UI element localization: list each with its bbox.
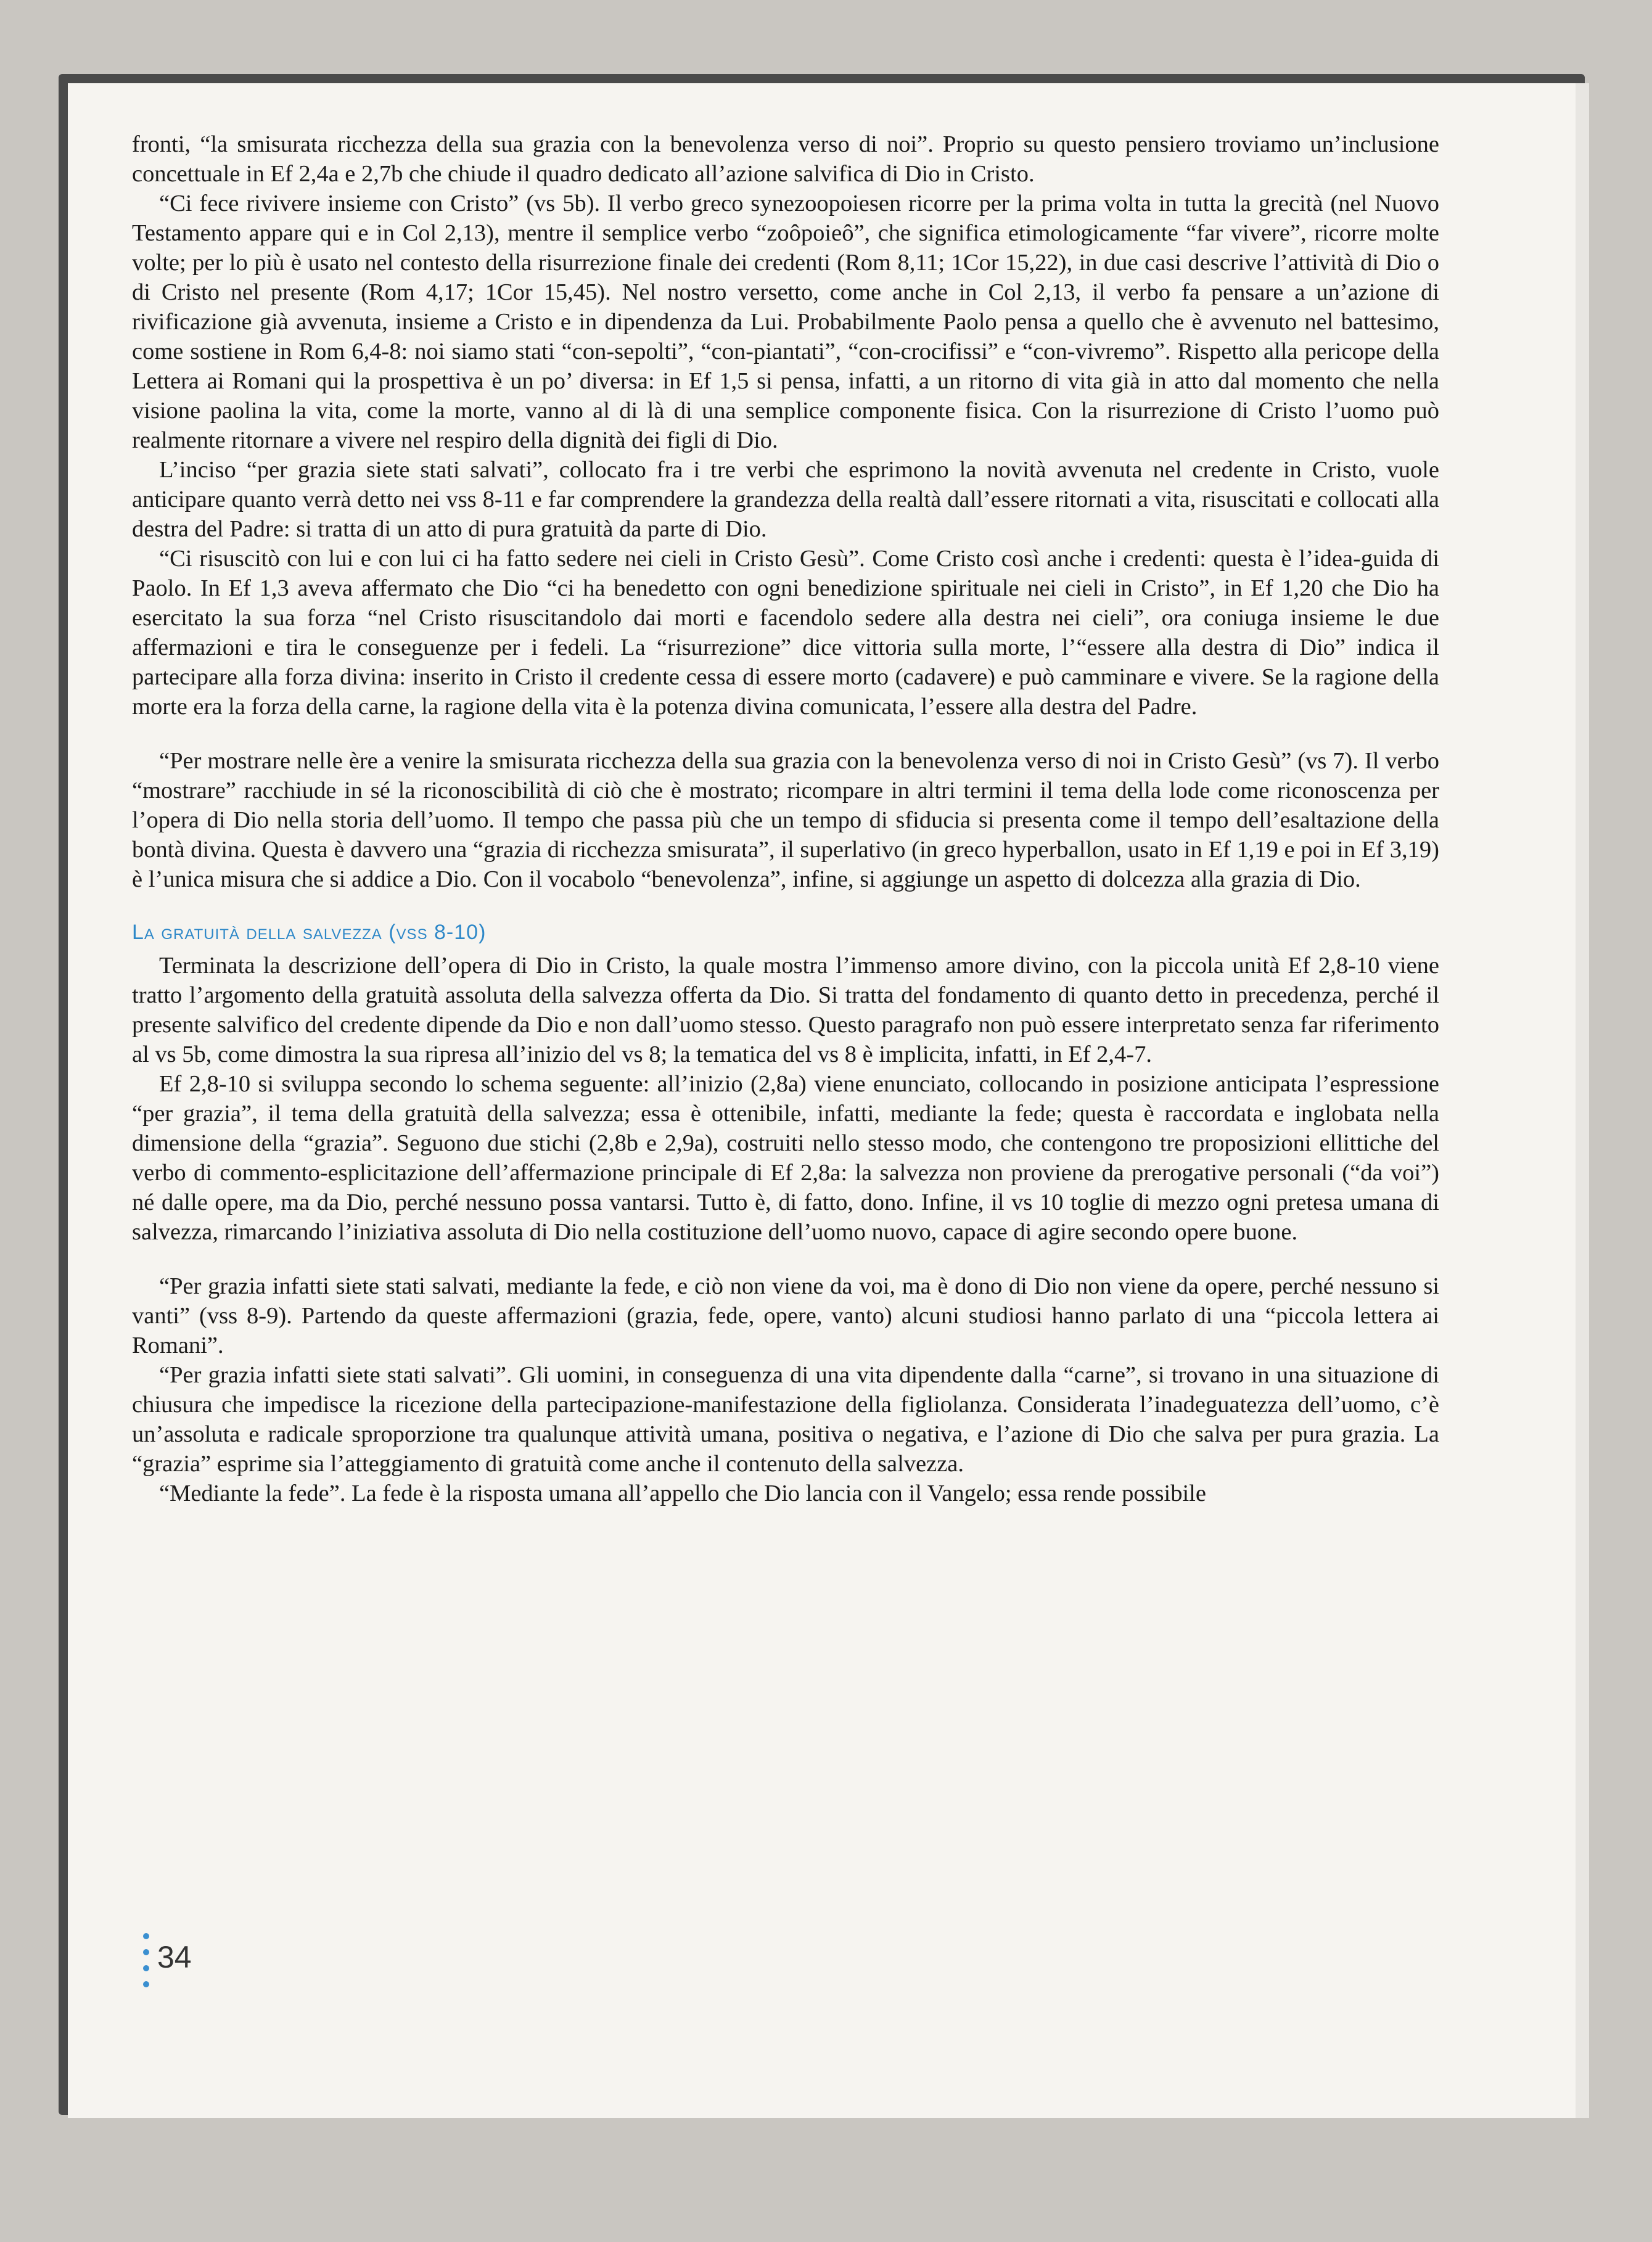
- paragraph: “Ci fece rivivere insieme con Cristo” (vs 5b). Il verbo greco synezoopoiesen ricorre per la prima volta in tutta la grecità (nel Nuovo Testamento appare qui e in Col 2,13), mentre il semplice verbo “zoôpoieô”, che significa etimologicamente “far vivere”, ricorre molte volte; per lo più è usato nel contesto della risurrezione finale dei credenti (Rom 8,11; 1Cor 15,22), in due casi descrive l’attività di Dio o di Cristo nel presente (Rom 4,17; 1Cor 15,45). Nel nostro versetto, come anche in Col 2,13, il verbo fa pensare a un’azione di rivificazione già avvenuta, insieme a Cristo e in dipendenza da Lui. Probabilmente Paolo pensa a quello che è avvenuto nel battesimo, come sostiene in Rom 6,4-8: noi siamo stati “con-sepolti”, “con-piantati”, “con-crocifissi” e “con-vivremo”. Rispetto alla pericope della Lettera ai Romani qui la prospettiva è un po’ diversa: in Ef 1,5 si pensa, infatti, a un ritorno di vita già in atto dal momento che nella visione paolina la vita, come la morte, vanno al di là di una semplice componente fisica. Con la risurrezione di Cristo l’uomo può realmente ritornare a vivere nel respiro della dignità dei figli di Dio.: [132, 191, 1439, 453]
- paragraph: “Per mostrare nelle ère a venire la smisurata ricchezza della sua grazia con la benevolenza verso di noi in Cristo Gesù” (vs 7). Il verbo “mostrare” racchiude in sé la riconoscibilità di ciò che è mostrato; ricompare in altri termini il tema della lode come riconoscenza per l’opera di Dio nella storia dell’uomo. Il tempo che passa più che un tempo di sfiducia si presenta come il tempo dell’esaltazione della bontà divina. Questa è davvero una “grazia di ricchezza smisurata”, il superlativo (in greco hyperballon, usato in Ef 1,19 e poi in Ef 3,19) è l’unica misura che si addice a Dio. Con il vocabolo “benevolenza”, infine, si aggiunge un aspetto di dolcezza alla grazia di Dio.: [132, 748, 1439, 892]
- paragraph: L’inciso “per grazia siete stati salvati”, collocato fra i tre verbi che esprimono la novità avvenuta nel credente in Cristo, vuole anticipare quanto verrà detto nei vss 8-11 e far comprendere la grandezza della realtà dall’essere ritornati a vita, risuscitati e collocati alla destra del Padre: si tratta di un atto di pura gratuità da parte di Dio.: [132, 457, 1439, 542]
- paragraph: “Per grazia infatti siete stati salvati”. Gli uomini, in conseguenza di una vita dipendente dalla “carne”, si trovano in una situazione di chiusura che impedisce la ricezione della partecipazione-manifestazione della figliolanza. Considerata l’inadeguatezza dell’uomo, c’è un’assoluta e radicale sproporzione tra qualunque attività umana, positiva o negativa, e l’azione di Dio che salva per pura grazia. La “grazia” esprime sia l’atteggiamento di gratuità come anche il contenuto della salvezza.: [132, 1362, 1439, 1477]
- section-heading: La gratuità della salvezza (vss 8-10): [132, 921, 487, 944]
- paragraph: fronti, “la smisurata ricchezza della sua grazia con la benevolenza verso di noi”. Proprio su questo pensiero troviamo un’inclusione concettuale in Ef 2,4a e 2,7b che chiude il quadro dedicato all’azione salvifica di Dio in Cristo.: [132, 131, 1439, 187]
- page-body: [132, 129, 1439, 1508]
- page-edge: [1576, 83, 1589, 2118]
- paragraph: Ef 2,8-10 si sviluppa secondo lo schema seguente: all’inizio (2,8a) viene enunciato, collocando in posizione anticipata l’espressione “per grazia”, il tema della gratuità della salvezza; essa è ottenibile, infatti, mediante la fede; questa è raccordata e inglobata nella dimensione della “grazia”. Seguono due stichi (2,8b e 2,9a), costruiti nello stesso modo, che contengono tre proposizioni ellittiche del verbo di commento-esplicitazione dell’affermazione principale di Ef 2,8a: la salvezza non proviene da prerogative personali (“da voi”) né dalle opere, ma da Dio, perché nessuno possa vantarsi. Tutto è, di fatto, dono. Infine, il vs 10 toglie di mezzo ogni pretesa umana di salvezza, rimarcando l’iniziativa assoluta di Dio nella costituzione dell’uomo nuovo, capace di agire secondo opere buone.: [132, 1071, 1439, 1245]
- paragraph: Terminata la descrizione dell’opera di Dio in Cristo, la quale mostra l’immenso amore divino, con la piccola unità Ef 2,8-10 viene tratto l’argomento della gratuità assoluta della salvezza offerta da Dio. Si tratta del fondamento di quanto detto in precedenza, perché il presente salvifico del credente dipende da Dio e non dall’uomo stesso. Questo paragrafo non può essere interpretato senza far riferimento al vs 5b, come dimostra la sua ripresa all’inizio del vs 8; la tematica del vs 8 è implicita, infatti, in Ef 2,4-7.: [132, 953, 1439, 1067]
- page-number-dots-icon: [143, 1933, 152, 1997]
- page-number: 34: [157, 1940, 192, 1974]
- paragraph: “Per grazia infatti siete stati salvati, mediante la fede, e ciò non viene da voi, ma è dono di Dio non viene da opere, perché nessuno si vanti” (vss 8-9). Partendo da queste affermazioni (grazia, fede, opere, vanto) alcuni studiosi hanno parlato di una “piccola lettera ai Romani”.: [132, 1273, 1439, 1358]
- paragraph: “Ci risuscitò con lui e con lui ci ha fatto sedere nei cieli in Cristo Gesù”. Come Cristo così anche i credenti: questa è l’idea-guida di Paolo. In Ef 1,3 aveva affermato che Dio “ci ha benedetto con ogni benedizione spirituale nei cieli in Cristo”, in Ef 1,20 che Dio ha esercitato la sua forza “nel Cristo risuscitandolo dai morti e facendolo sedere alla destra nei cieli”, ora coniuga insieme le due affermazioni e tira le conseguenze per i fedeli. La “risurrezione” dice vittoria sulla morte, l’“essere alla destra di Dio” indica il partecipare alla forza divina: inserito in Cristo il credente cessa di essere morto (cadavere) e può camminare e vivere. Se la ragione della morte era la forza della carne, la ragione della vita è la potenza divina comunicata, l’essere alla destra del Padre.: [132, 546, 1439, 720]
- paragraph: “Mediante la fede”. La fede è la risposta umana all’appello che Dio lancia con il Vangelo; essa rende possibile: [159, 1480, 1206, 1506]
